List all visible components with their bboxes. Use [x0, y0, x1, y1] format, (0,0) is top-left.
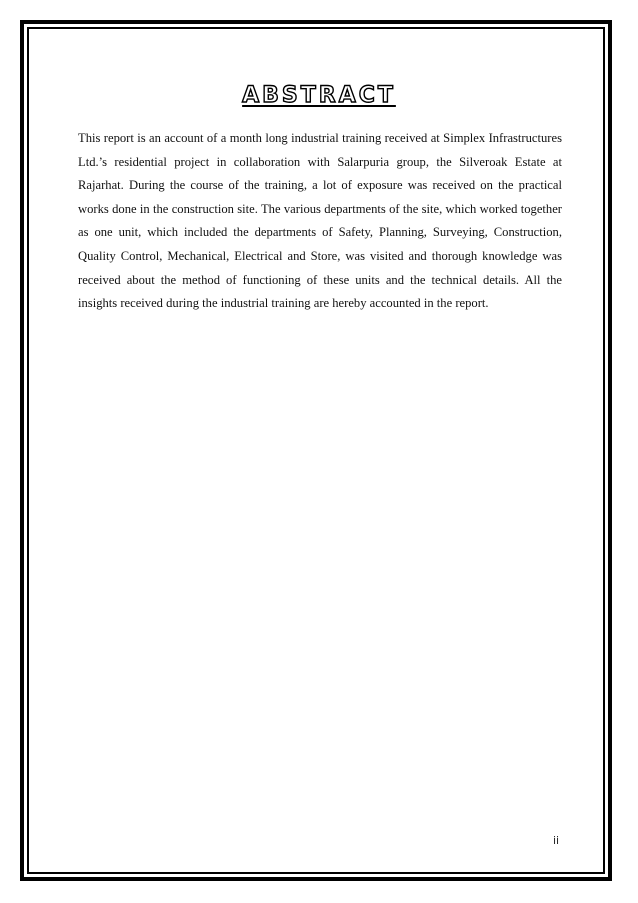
- page-number: ii: [553, 834, 560, 847]
- abstract-paragraph: This report is an account of a month long industrial training received at Simplex Infrastructures Ltd.’s residential project in collaboration with Salarpuria group, the Silveroak Estate at Rajarhat. During the course of the training, a lot of exposure was received on the practical works done in the construction site. The various departments of the site, which worked together as one unit, which included the departments of Safety, Planning, Surveying, Construction, Quality Control, Mechanical, Electrical and Store, was visited and thorough knowledge was received about the method of functioning of these units and the technical details. All the insights received during the industrial training are hereby accounted in the report.: [78, 131, 562, 311]
- abstract-heading: ABSTRACT: [242, 83, 396, 108]
